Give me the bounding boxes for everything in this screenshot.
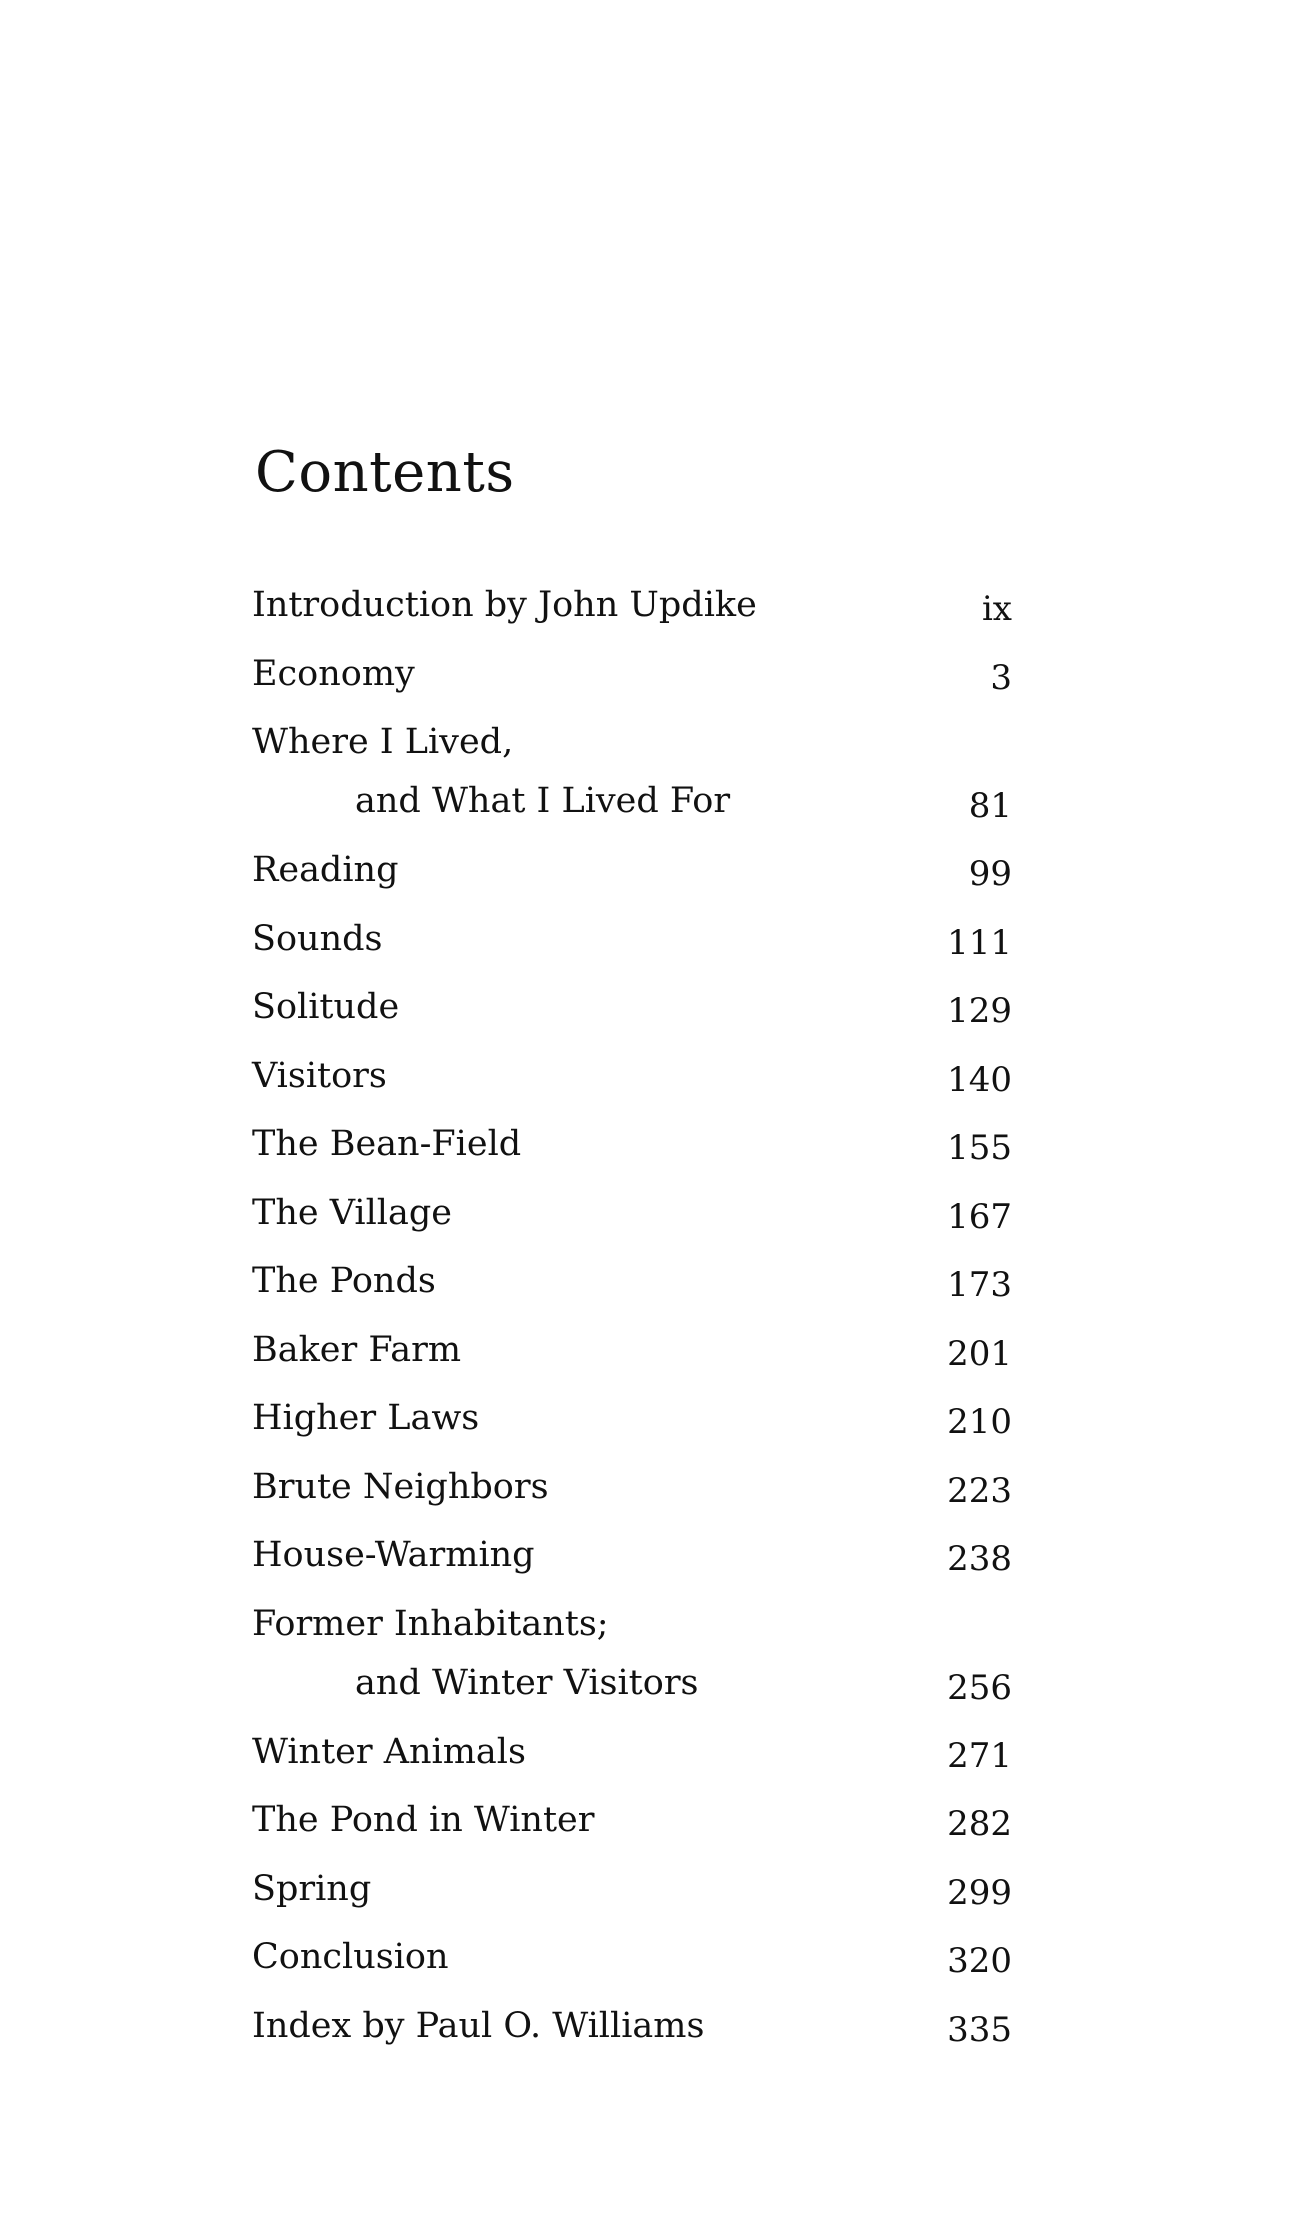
toc-entry bbox=[252, 1795, 1012, 1864]
toc-entry bbox=[252, 1864, 1012, 1933]
toc-entry-title: Winter Animals bbox=[252, 1731, 526, 1772]
toc-entry-page: ix bbox=[981, 589, 1012, 629]
toc-entry bbox=[252, 717, 1012, 845]
toc-entry-page: 201 bbox=[947, 1333, 1012, 1374]
toc-entry-title: Introduction by John Updike bbox=[252, 585, 757, 625]
toc-entry-title: Index by Paul O. Williams bbox=[252, 2005, 705, 2046]
toc-entry-title-block bbox=[252, 1603, 699, 1703]
toc-entry bbox=[252, 914, 1012, 983]
toc-entry bbox=[252, 1530, 1012, 1599]
toc-entry bbox=[252, 1932, 1012, 2001]
toc-entry bbox=[252, 1727, 1012, 1796]
toc-entry-page: 3 bbox=[990, 657, 1012, 698]
toc-entry bbox=[252, 649, 1012, 718]
toc-entry bbox=[252, 1188, 1012, 1257]
toc-entry-page: 111 bbox=[947, 922, 1012, 963]
toc-entry-title-continuation: and Winter Visitors bbox=[355, 1662, 699, 1703]
toc-entry bbox=[252, 845, 1012, 914]
toc-entry-page: 173 bbox=[947, 1265, 1012, 1305]
toc-entry-title: Spring bbox=[252, 1868, 372, 1909]
toc-entry-title-block bbox=[252, 722, 731, 821]
toc-entry bbox=[252, 2001, 1012, 2070]
toc-entry-page: 99 bbox=[968, 854, 1012, 894]
toc-entry bbox=[252, 1119, 1012, 1188]
toc-entry-title: Where I Lived, bbox=[252, 722, 514, 762]
toc-entry-page: 167 bbox=[947, 1196, 1012, 1237]
toc-entry-page: 238 bbox=[947, 1539, 1012, 1579]
toc-entry-page: 299 bbox=[947, 1872, 1012, 1913]
toc-entry-title: Higher Laws bbox=[252, 1398, 480, 1438]
toc-entry-title: Former Inhabitants; bbox=[252, 1603, 609, 1644]
toc-entry bbox=[252, 1393, 1012, 1462]
toc-entry-title: House-Warming bbox=[252, 1535, 535, 1575]
page-title: Contents bbox=[255, 440, 515, 505]
toc-entry-page: 271 bbox=[947, 1735, 1012, 1776]
toc-entry-title: Sounds bbox=[252, 918, 383, 959]
toc-entry-title-continuation: and What I Lived For bbox=[355, 781, 731, 821]
toc-entry bbox=[252, 1256, 1012, 1325]
toc-entry bbox=[252, 982, 1012, 1051]
toc-entry-title: Visitors bbox=[252, 1055, 387, 1096]
toc-entry-title: Reading bbox=[252, 850, 399, 890]
toc-entry-page: 129 bbox=[947, 991, 1012, 1031]
toc-entry bbox=[252, 1051, 1012, 1120]
toc-entry-page: 282 bbox=[947, 1804, 1012, 1844]
toc-entry-title: The Bean-Field bbox=[252, 1124, 522, 1164]
toc-entry-title: Economy bbox=[252, 653, 415, 694]
toc-entry bbox=[252, 1599, 1012, 1727]
toc-entry-page: 335 bbox=[947, 2009, 1012, 2050]
toc-entry-title: Brute Neighbors bbox=[252, 1466, 549, 1507]
toc-entry-title: The Pond in Winter bbox=[252, 1800, 595, 1840]
toc-entry-page: 210 bbox=[947, 1402, 1012, 1442]
toc-entry-title: Baker Farm bbox=[252, 1329, 462, 1370]
toc-entry-title: The Village bbox=[252, 1192, 452, 1233]
toc-entry-title: Conclusion bbox=[252, 1937, 449, 1977]
toc-entry bbox=[252, 1325, 1012, 1394]
toc-entry bbox=[252, 1462, 1012, 1531]
toc-entry-page: 155 bbox=[947, 1128, 1012, 1168]
toc-entry-page: 320 bbox=[947, 1941, 1012, 1981]
toc-entry-page: 256 bbox=[947, 1667, 1012, 1708]
toc-entry-title: The Ponds bbox=[252, 1261, 436, 1301]
toc-entry-page: 223 bbox=[947, 1470, 1012, 1511]
toc-entry-page: 81 bbox=[968, 786, 1012, 826]
table-of-contents bbox=[252, 580, 1012, 2069]
toc-entry-page: 140 bbox=[947, 1059, 1012, 1100]
toc-entry-title: Solitude bbox=[252, 987, 400, 1027]
toc-entry bbox=[252, 580, 1012, 649]
